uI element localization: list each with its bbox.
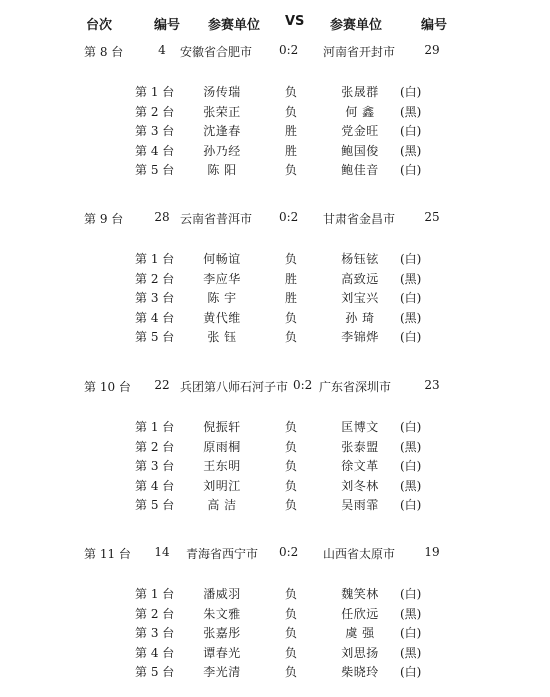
board-list — [0, 83, 550, 181]
board-label: 第 4 台 — [135, 478, 175, 493]
board-label: 第 3 台 — [135, 291, 175, 305]
match-team-right: 甘肃省金昌市 — [323, 212, 396, 226]
player-left: 刘明江 — [203, 478, 241, 493]
stone-color: (白) — [400, 124, 422, 138]
board-row — [0, 103, 550, 123]
board-row — [0, 496, 550, 516]
board-label: 第 2 台 — [135, 271, 175, 286]
match-team-left: 安徽省合肥市 — [180, 45, 253, 59]
board-row — [0, 309, 550, 329]
board-result: 负 — [284, 439, 297, 454]
board-row — [0, 585, 550, 605]
player-right: 柴晓玲 — [341, 665, 379, 679]
stone-color: (黑) — [400, 143, 422, 158]
board-label: 第 4 台 — [135, 645, 175, 660]
match-header — [0, 378, 550, 398]
board-label: 第 3 台 — [135, 124, 175, 138]
header-team-left: 参赛单位 — [208, 18, 261, 33]
board-result: 负 — [284, 252, 297, 266]
match-round: 第 10 台 — [84, 380, 131, 394]
match-block — [0, 43, 550, 193]
board-label: 第 2 台 — [135, 606, 175, 621]
match-number-right: 23 — [424, 378, 440, 392]
stone-color: (黑) — [400, 271, 422, 286]
player-left: 倪振轩 — [203, 420, 241, 434]
board-result: 胜 — [284, 124, 297, 138]
board-label: 第 1 台 — [135, 587, 175, 601]
board-row — [0, 289, 550, 309]
stone-color: (白) — [400, 665, 422, 679]
stone-color: (黑) — [400, 439, 422, 454]
player-left: 潘威羽 — [203, 587, 241, 601]
player-left: 孙乃经 — [203, 143, 241, 158]
player-right: 魏笑林 — [341, 587, 379, 601]
stone-color: (白) — [400, 626, 422, 640]
board-label: 第 4 台 — [135, 143, 175, 158]
board-row — [0, 457, 550, 477]
stone-color: (白) — [400, 330, 422, 344]
board-result: 胜 — [284, 143, 297, 158]
player-right: 党金旺 — [341, 124, 379, 138]
match-round: 第 11 台 — [84, 547, 131, 561]
board-label: 第 2 台 — [135, 104, 175, 119]
match-block — [0, 545, 550, 695]
player-right: 张泰盟 — [341, 439, 379, 454]
board-result: 负 — [284, 163, 297, 177]
player-right: 刘思扬 — [341, 645, 379, 660]
board-result: 负 — [284, 478, 297, 493]
match-score: 0:2 — [279, 545, 299, 559]
match-team-right: 河南省开封市 — [323, 45, 396, 59]
board-result: 负 — [284, 645, 297, 660]
match-header — [0, 43, 550, 63]
board-label: 第 5 台 — [135, 665, 175, 679]
board-result: 负 — [284, 310, 297, 325]
board-label: 第 3 台 — [135, 626, 175, 640]
board-label: 第 5 台 — [135, 330, 175, 344]
player-left: 汤传瑞 — [203, 85, 241, 99]
player-right: 吴雨霏 — [341, 498, 379, 512]
board-row — [0, 270, 550, 290]
header-team-right: 参赛单位 — [330, 18, 383, 33]
player-left: 原雨桐 — [203, 439, 241, 454]
player-left: 陈 阳 — [207, 163, 237, 177]
player-left: 谭春光 — [203, 645, 241, 660]
match-number-left: 22 — [154, 378, 170, 392]
match-team-left: 青海省西宁市 — [186, 547, 259, 561]
board-list — [0, 585, 550, 683]
player-right: 高致远 — [341, 271, 379, 286]
match-team-left: 云南省普洱市 — [180, 212, 253, 226]
board-row — [0, 161, 550, 181]
match-team-right: 山西省太原市 — [323, 547, 396, 561]
player-right: 何 鑫 — [345, 104, 375, 119]
stone-color: (黑) — [400, 478, 422, 493]
match-round: 第 8 台 — [84, 45, 124, 59]
board-row — [0, 250, 550, 270]
player-right: 刘冬林 — [341, 478, 379, 493]
board-result: 负 — [284, 606, 297, 621]
player-left: 何畅谊 — [203, 252, 241, 266]
board-label: 第 1 台 — [135, 252, 175, 266]
match-number-left: 4 — [158, 43, 166, 57]
player-left: 高 洁 — [207, 498, 237, 512]
board-row — [0, 328, 550, 348]
stone-color: (黑) — [400, 645, 422, 660]
board-result: 负 — [284, 498, 297, 512]
board-result: 负 — [284, 104, 297, 119]
board-label: 第 1 台 — [135, 85, 175, 99]
stone-color: (白) — [400, 291, 422, 305]
player-right: 徐文革 — [341, 459, 379, 473]
match-score: 0:2 — [279, 43, 299, 57]
match-block — [0, 210, 550, 360]
match-number-left: 28 — [154, 210, 170, 224]
player-left: 张嘉彤 — [203, 626, 241, 640]
player-left: 李应华 — [203, 271, 241, 286]
player-left: 张荣正 — [203, 104, 241, 119]
stone-color: (黑) — [400, 104, 422, 119]
match-header — [0, 210, 550, 230]
board-list — [0, 418, 550, 516]
board-row — [0, 605, 550, 625]
stone-color: (白) — [400, 420, 422, 434]
player-left: 陈 宇 — [207, 291, 237, 305]
player-right: 张晟群 — [341, 85, 379, 99]
match-team-left: 兵团第八师石河子市 — [180, 380, 289, 394]
board-row — [0, 122, 550, 142]
stone-color: (白) — [400, 85, 422, 99]
board-result: 负 — [284, 420, 297, 434]
board-label: 第 4 台 — [135, 310, 175, 325]
player-left: 张 钰 — [207, 330, 237, 344]
board-result: 胜 — [284, 291, 297, 305]
match-header — [0, 545, 550, 565]
board-label: 第 3 台 — [135, 459, 175, 473]
board-label: 第 2 台 — [135, 439, 175, 454]
player-left: 黄代维 — [203, 310, 241, 325]
player-right: 鲍国俊 — [341, 143, 379, 158]
board-label: 第 1 台 — [135, 420, 175, 434]
player-right: 任欣远 — [341, 606, 379, 621]
board-row — [0, 663, 550, 683]
header-vs: VS — [285, 14, 305, 29]
player-left: 朱文雅 — [203, 606, 241, 621]
board-label: 第 5 台 — [135, 498, 175, 512]
board-list — [0, 250, 550, 348]
player-right: 鲍佳音 — [341, 163, 379, 177]
stone-color: (白) — [400, 587, 422, 601]
board-result: 负 — [284, 587, 297, 601]
board-row — [0, 142, 550, 162]
player-right: 李锦烨 — [341, 330, 379, 344]
board-label: 第 5 台 — [135, 163, 175, 177]
match-number-right: 19 — [424, 545, 440, 559]
stone-color: (白) — [400, 498, 422, 512]
header-round: 台次 — [86, 18, 113, 33]
board-row — [0, 644, 550, 664]
player-right: 刘宝兴 — [341, 291, 379, 305]
board-row — [0, 83, 550, 103]
board-result: 负 — [284, 665, 297, 679]
match-team-right: 广东省深圳市 — [319, 380, 392, 394]
board-result: 负 — [284, 626, 297, 640]
player-left: 王东明 — [203, 459, 241, 473]
board-result: 负 — [284, 330, 297, 344]
header-number-right: 编号 — [421, 18, 448, 33]
match-block — [0, 378, 550, 528]
match-number-right: 25 — [424, 210, 440, 224]
stone-color: (白) — [400, 163, 422, 177]
table-header — [0, 14, 550, 36]
player-right: 杨钰铉 — [341, 252, 379, 266]
stone-color: (黑) — [400, 310, 422, 325]
player-right: 匡博文 — [341, 420, 379, 434]
match-score: 0:2 — [279, 210, 299, 224]
board-result: 负 — [284, 459, 297, 473]
header-number-left: 编号 — [154, 18, 181, 33]
player-left: 沈逢春 — [203, 124, 241, 138]
board-row — [0, 438, 550, 458]
match-number-left: 14 — [154, 545, 170, 559]
stone-color: (黑) — [400, 606, 422, 621]
player-left: 李光清 — [203, 665, 241, 679]
board-result: 胜 — [284, 271, 297, 286]
match-score: 0:2 — [293, 378, 313, 392]
match-round: 第 9 台 — [84, 212, 124, 226]
board-result: 负 — [284, 85, 297, 99]
player-right: 虞 强 — [345, 626, 375, 640]
board-row — [0, 624, 550, 644]
board-row — [0, 477, 550, 497]
player-right: 孙 琦 — [345, 310, 375, 325]
stone-color: (白) — [400, 459, 422, 473]
match-number-right: 29 — [424, 43, 440, 57]
board-row — [0, 418, 550, 438]
stone-color: (白) — [400, 252, 422, 266]
